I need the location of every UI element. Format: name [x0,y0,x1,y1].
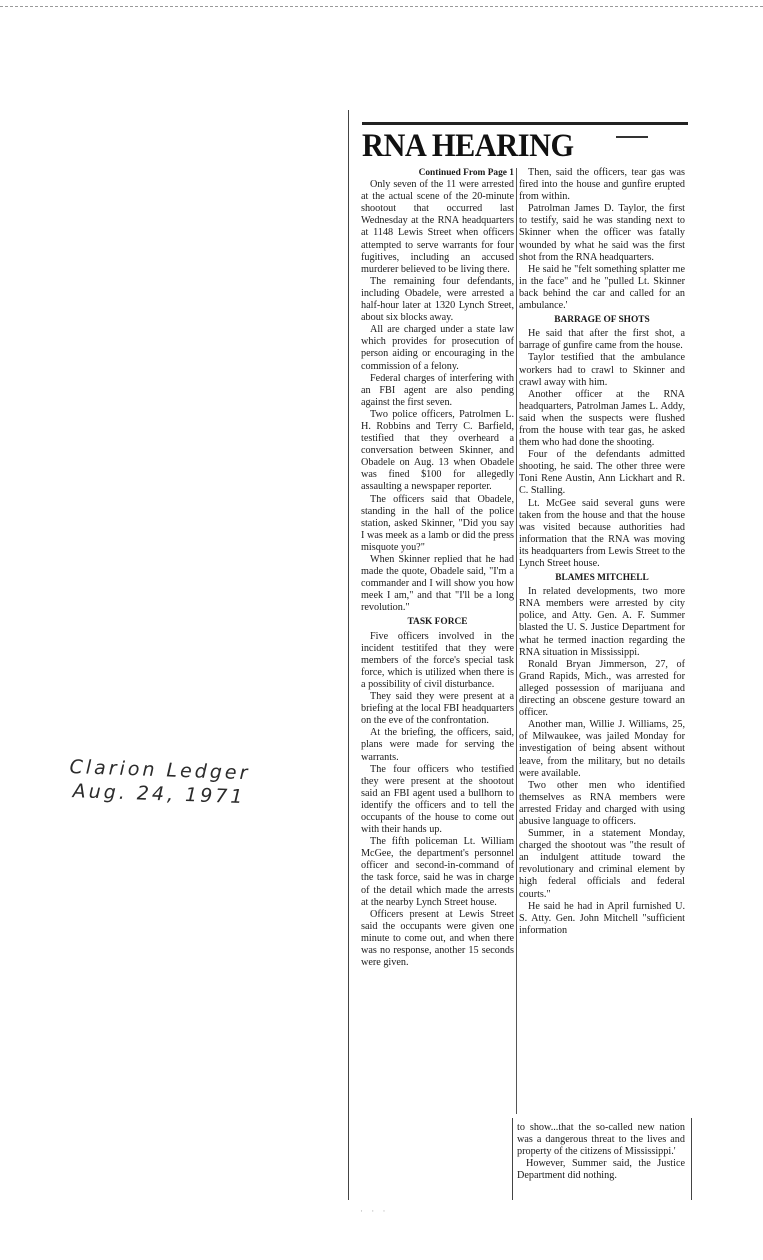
paragraph: Taylor testified that the ambulance workers had to crawl to Skinner and crawl away with him. [519,352,685,388]
handwritten-line-2: Aug. 24, 1971 [72,780,246,809]
headline: RNA HEARING [362,128,574,164]
paragraph: However, Summer said, the Justice Department did nothing. [517,1158,685,1182]
paragraph: Another man, Willie J. Williams, 25, of Milwaukee, was jailed Monday for investigation of being absent without leave, from the military, but no details were available. [519,719,685,779]
article-column-1 [361,167,514,1112]
paragraph: Summer, in a statement Monday, charged the shootout was "the result of an indulgent attitude toward the revolutionary and criminal element by high federal officials and federal courts." [519,828,685,900]
scan-mark: · · · [360,1206,389,1216]
page-top-border [0,6,763,7]
paragraph: They said they were present at a briefing at the local FBI headquarters on the eve of the confrontation. [361,691,514,727]
handwritten-line-1: Clarion Ledger [69,755,251,785]
column-divider [516,168,517,1114]
handwritten-source-note [68,755,300,811]
paragraph: to show...that the so-called new nation was a dangerous threat to the lives and property of the citizens of Mississippi.' [517,1122,685,1158]
paragraph: Two other men who identified themselves as RNA members were arrested Friday and charged with using abusive language to officers. [519,779,685,827]
paragraph: The four officers who testified they were present at the shootout said an FBI agent used a bullhorn to identify the officers and to tell the occupants of the house to come out with their hands up. [361,763,514,836]
paragraph: When Skinner replied that he had made the quote, Obadele said, "I'm a commander and I will show you how meek I am," and that "I'll be a long revolution." [361,554,514,614]
article-column-3 [517,1122,685,1200]
paragraph: Then, said the officers, tear gas was fired into the house and gunfire erupted from within. [519,167,685,203]
paragraph: Only seven of the 11 were arrested at the actual scene of the 20-minute shootout that occurred last Wednesday at the RNA headquarters at 1148 Lewis Street when officers attempted to serve warrants for four fugitives, including an accused murderer believed to be living there. [361,179,514,275]
headline-dash [616,136,648,138]
subhead-barrage-of-shots: BARRAGE OF SHOTS [554,315,650,326]
subhead-task-force: TASK FORCE [407,617,468,628]
paragraph: Lt. McGee said several guns were taken from the house and that the house was visited because authorities had information that the RNA was moving its headquarters from Lewis Street to the Lynch Street house. [519,497,685,569]
paragraph: Another officer at the RNA headquarters, Patrolman James L. Addy, said when the suspects were flushed from the house with tear gas, he asked them who had done the shooting. [519,388,685,449]
paragraph: Four of the defendants admitted shooting, he said. The other three were Toni Rene Austin, Ann Lickhart and R. C. Stalling. [519,449,685,497]
paragraph: He said he "felt something splatter me in the face" and he "pulled Lt. Skinner back behind the car and called for an ambulance.' [519,263,685,312]
paragraph: The fifth policeman Lt. William McGee, the department's personnel officer and second-in-command of the task force, said he was in charge of the detail which made the arrests at the nearby Lynch Street house. [361,836,514,908]
paragraph: Two police officers, Patrolmen L. H. Robbins and Terry C. Barfield, testified that they overheard a conversation between Skinner, and Obadele on Aug. 13 when Obadele was fined $100 for allegedly assaulting a newspaper reporter. [361,408,514,493]
paragraph: He said he had in April furnished U. S. Atty. Gen. John Mitchell "sufficient information [519,900,685,936]
paragraph: The remaining four defendants, including Obadele, were arrested a half-hour later at 1320 Lynch Street, about six blocks away. [361,275,514,324]
paragraph: In related developments, two more RNA members were arrested by city police, and Atty. Gen. A. F. Summer blasted the U. S. Justice Department for what he termed inaction regarding the RNA situation in Mississippi. [519,586,685,658]
article-column-2 [519,167,685,1112]
paragraph: All are charged under a state law which provides for prosecution of person aiding or encouraging in the commission of a felony. [361,324,514,372]
paragraph: Federal charges of interfering with an FBI agent are also pending against the first seven. [361,372,514,408]
subhead-blames-mitchell: BLAMES MITCHELL [555,573,649,584]
paragraph: He said that after the first shot, a barrage of gunfire came from the house. [519,328,685,352]
paragraph: Ronald Bryan Jimmerson, 27, of Grand Rapids, Mich., was arrested for alleged possession of marijuana and directing an obscene gesture toward an officer. [519,658,685,719]
headline-rule [362,122,688,125]
paragraph: Five officers involved in the incident testitifed that they were members of the force's special task force, which is utilized when there is a possibility of civil disturbance. [361,630,514,690]
paragraph: Officers present at Lewis Street said the occupants were given one minute to come out, and when there was no response, another 15 seconds were given. [361,908,514,969]
paragraph: Patrolman James D. Taylor, the first to testify, said he was standing next to Skinner when the officer was fatally wounded by what he said was the first shot from the RNA headquarters. [519,203,685,263]
continued-line: Continued From Page 1 [418,168,514,178]
paragraph: The officers said that Obadele, standing in the hall of the police station, asked Skinner, "Did you say I was meek as a lamb or did the press misquote you?" [361,493,514,553]
paragraph: At the briefing, the officers, said, plans were made for serving the warrants. [361,727,514,763]
